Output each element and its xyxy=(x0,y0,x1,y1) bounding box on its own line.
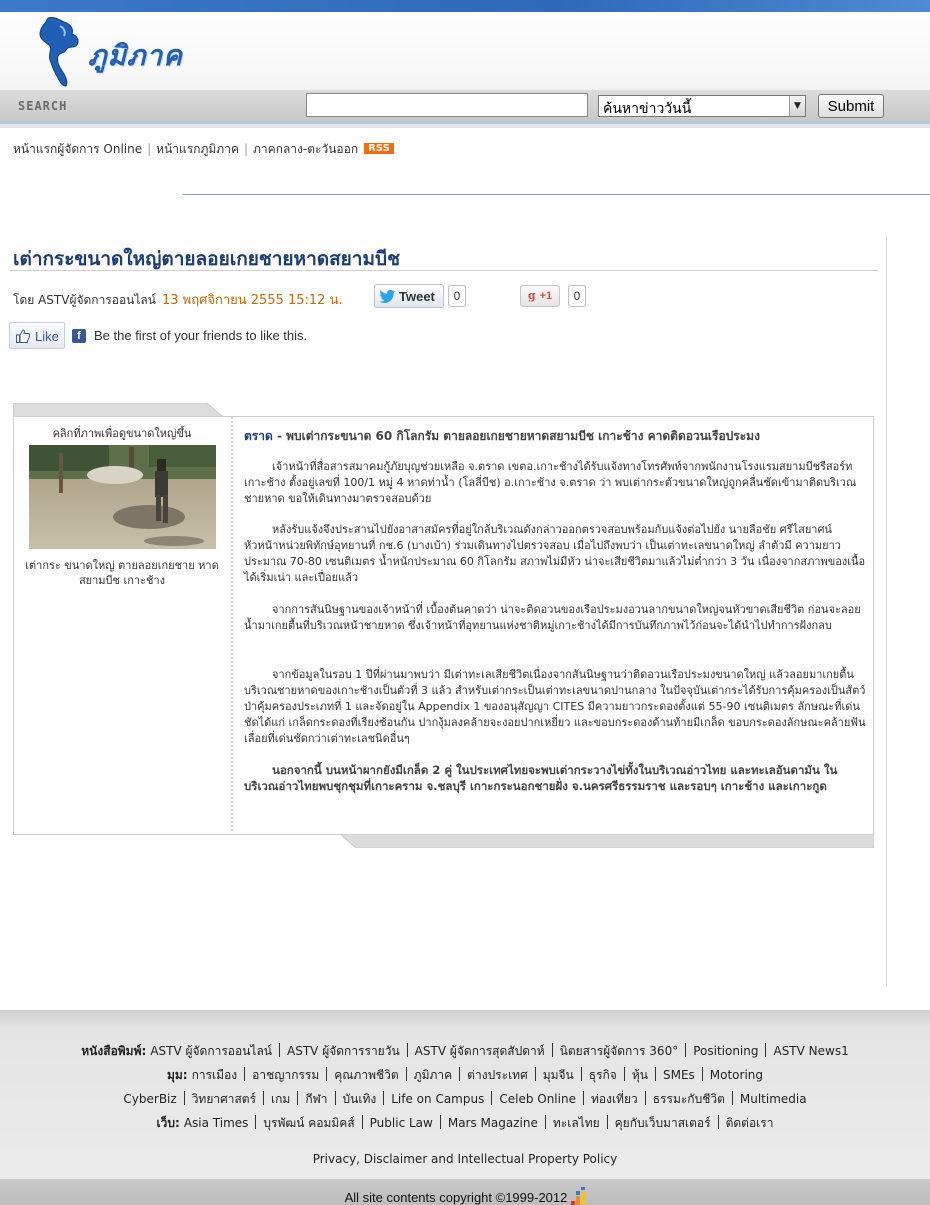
footer-link[interactable]: Life on Campus xyxy=(391,1092,485,1106)
lead-location[interactable]: ตราด xyxy=(244,429,273,443)
breadcrumb xyxy=(13,140,394,159)
article-paragraph: หลังรับแจ้งจึงประสานไปยังอาสาสมัครที่อยู่ใกล้บริเวณดังกล่าวออกตรวจสอบพร้อมกับแจ้งต่อไปยัง นายลือชัย ศรีไสยาศน์ หัวหน้าหน่วยพิทักษ์อุทยานที่ กช.6 (บางเบ้า) ร่วมเดินทางไปตรวจสอบ เมื่อไปถึงพบว่า เป็นเต่าทะเลขนาดใหญ่ ลำตัวมี ความยาวประมาณ 70-80 เซนติเมตร น้ำหนักประมาณ 60 กิโลกรัม สภาพไม่มีหัว น่าจะเสียชีวิตมาแล้วไม่ต่ำกว่า 3 วัน เนื่องจากสภาพของเนื้อได้เริ่มเน่า และเปื่อยแล้ว xyxy=(244,523,866,584)
google-plus-count: 0 xyxy=(568,285,586,307)
article-paragraph: เจ้าหน้าที่สื่อสารสมาคมกู้ภัยบุญช่วยเหลือ จ.ตราด เขตอ.เกาะช้างได้รับแจ้งทางโทรศัพท์จากพนักงานโรงแรมสยามบีชรีสอร์ทเกาะช้าง ตั้งอยู่เลขที่ 100/1 หมู่ 4 หาดท่าน้ำ (โลลี่บีช) อ.เกาะช้าง จ.ตราด ว่า พบเต่ากระตัวขนาดใหญ่ถูกคลื่นซัดเข้ามาติดบริเวณชายหาด ขอให้เดินทางมาตรวจสอบด้วย xyxy=(244,460,857,505)
breadcrumb-item-region-home[interactable]: หน้าแรกภูมิภาค xyxy=(156,142,239,156)
footer-separator xyxy=(655,1067,656,1081)
footer-link[interactable]: นิตยสารผู้จัดการ 360° xyxy=(559,1044,679,1058)
footer-separator xyxy=(624,1067,625,1081)
tweet-label: Tweet xyxy=(399,289,435,304)
footer-row-label: เว็บ: xyxy=(156,1116,180,1130)
footer-separator xyxy=(702,1067,703,1081)
footer-link[interactable]: Positioning xyxy=(693,1044,759,1058)
footer-link[interactable]: อาชญากรรม xyxy=(252,1068,320,1082)
footer-separator xyxy=(607,1115,608,1129)
like-label: Like xyxy=(35,329,59,344)
thumbs-up-icon xyxy=(16,329,30,343)
footer-separator xyxy=(535,1067,536,1081)
google-plus-icon: g xyxy=(527,289,536,302)
footer-link[interactable]: ASTV ผู้จัดการออนไลน์ xyxy=(150,1044,273,1058)
site-name-logo[interactable]: ภูมิภาค xyxy=(88,39,183,72)
astv-mini-logo-icon xyxy=(571,1187,585,1205)
article-photo[interactable] xyxy=(29,445,216,549)
breadcrumb-separator: | xyxy=(243,142,249,156)
search-label: SEARCH xyxy=(18,99,68,113)
footer-link[interactable]: ASTV ผู้จัดการสุดสัปดาห์ xyxy=(414,1044,545,1058)
footer-link[interactable]: Celeb Online xyxy=(499,1092,576,1106)
footer-link[interactable]: คุณภาพชีวิต xyxy=(334,1068,399,1082)
footer-link[interactable]: คุยกับเว็บมาสเตอร์ xyxy=(614,1116,711,1130)
google-plus-label: +1 xyxy=(539,290,553,302)
footer-separator xyxy=(491,1091,492,1105)
footer-separator xyxy=(184,1091,185,1105)
footer-link[interactable]: CyberBiz xyxy=(123,1092,177,1106)
footer-separator xyxy=(297,1091,298,1105)
footer-separator xyxy=(335,1091,336,1105)
footer-separator xyxy=(440,1115,441,1129)
photo-caption: เต่ากระ ขนาดใหญ่ ตายลอยเกยชาย หาดสยามบีช เกาะช้าง xyxy=(25,559,219,587)
article-paragraph: นอกจากนี้ บนหน้าผากยังมีเกล็ด 2 คู่ ในประเทศไทยจะพบเต่ากระวางไข่ทั้งในบริเวณอ่าวไทย และทะเลอันดามัน ในบริเวณอ่าวไทยพบชุกชุมที่เกาะคราม จ.ชลบุรี เกาะกระนอกชายฝั่ง จ.นครศรีธรรมราช และรอบๆ เกาะช้าง และเกาะกูด xyxy=(244,763,838,793)
breadcrumb-item-manager-online[interactable]: หน้าแรกผู้จัดการ Online xyxy=(13,142,143,156)
footer-link[interactable]: กีฬา xyxy=(305,1092,328,1106)
footer-separator xyxy=(406,1067,407,1081)
byline-author: โดย ASTVผู้จัดการออนไลน์ xyxy=(13,293,156,307)
footer-separator xyxy=(255,1115,256,1129)
article-paragraph: จากข้อมูลในรอบ 1 ปีที่ผ่านมาพบว่า มีเต่าทะเลเสียชีวิตเนื่องจากสันนิษฐานว่าติดอวนเรือประมงขนาดใหญ่ แล้วลอยมาเกยตื้นบริเวณชายหาดของเกาะช้างเป็นตัวที่ 3 แล้ว สำหรับเต่ากระเป็นเต่าทะเลขนาดปานกลาง ในปัจจุบันเต่ากระได้รับการคุ้มครองเป็นสัตว์ป่าคุ้มครองประเภทที่ 1 และจัดอยู่ใน Appendix 1 ของอนุสัญญา CITES มีความยาวกระดองตั้งแต่ 55-90 เซนติเมตร ลักษณะที่เด่นชัดได้แก่ เกล็ดกระดองที่เรียงซ้อนกัน ปากงุ้มลงคล้ายจะงอยปากเหยี่ยว และขอบกระดองด้านท้ายมีเกล็ด ขอบกระดองลักษณะคล้ายฟันเลื่อยที่เด่นชัดกว่าเต่าทะเลชนิดอื่นๆ xyxy=(244,668,866,745)
footer-separator xyxy=(581,1067,582,1081)
article-title: เต่ากระขนาดใหญ่ตายลอยเกยชายหาดสยามบีช xyxy=(13,248,400,270)
footer-link[interactable]: SMEs xyxy=(662,1068,695,1082)
rss-badge[interactable]: RSS xyxy=(364,143,394,154)
search-bar xyxy=(0,90,930,124)
footer-separator xyxy=(732,1091,733,1105)
footer-row-label: หนังสือพิมพ์: xyxy=(81,1044,147,1058)
footer-link[interactable]: ASTV News1 xyxy=(773,1044,849,1058)
tweet-button[interactable] xyxy=(374,284,444,308)
thailand-map-logo-icon[interactable] xyxy=(34,16,82,88)
article-date: 13 พฤศจิกายน 2555 15:12 น. xyxy=(161,293,343,308)
footer-row xyxy=(0,1114,930,1133)
footer-separator xyxy=(718,1115,719,1129)
chevron-down-icon[interactable]: ▼ xyxy=(789,96,805,116)
footer-separator xyxy=(244,1067,245,1081)
content-right-border xyxy=(886,236,887,986)
title-divider xyxy=(10,270,878,271)
footer-separator xyxy=(645,1091,646,1105)
footer-separator xyxy=(362,1115,363,1129)
twitter-bird-icon xyxy=(379,289,395,303)
footer-link[interactable]: ต่างประเทศ xyxy=(467,1068,528,1082)
footer-link[interactable]: Public Law xyxy=(369,1116,433,1130)
article-byline xyxy=(13,289,343,310)
copyright-text: All site contents copyright ©1999-2012 xyxy=(344,1190,568,1205)
article-paragraph: จากการสันนิษฐานของเจ้าหน้าที่ เบื้องต้นคาดว่า น่าจะติดอวนของเรือประมงอวนลากขนาดใหญ่จนหัวขาดเสียชีวิต ก่อนจะลอยน้ำมาเกยตื้นที่บริเวณหน้าชายหาด ซึ่งเจ้าหน้าที่อุทยานแห่งชาติหมู่เกาะช้างได้มีการบันทึกภาพไว้ก่อนจะได้นำไปทำการฝังกลบ xyxy=(244,603,861,632)
facebook-icon: f xyxy=(72,329,86,343)
footer-link[interactable]: ติดต่อเรา xyxy=(725,1116,774,1130)
breadcrumb-separator: | xyxy=(147,142,152,156)
article-lead xyxy=(244,427,864,446)
footer-link[interactable]: ทะเลไทย xyxy=(552,1116,600,1130)
footer-link[interactable]: เกม xyxy=(271,1092,291,1106)
footer-link[interactable]: บันเทิง xyxy=(342,1092,377,1106)
search-scope-value: ค้นหาข่าววันนี้ xyxy=(603,101,692,117)
footer-separator xyxy=(326,1067,327,1081)
like-social-text: Be the first of your friends to like this. xyxy=(94,328,308,343)
submit-button[interactable]: Submit xyxy=(818,94,884,118)
footer-link[interactable]: Asia Times xyxy=(183,1116,249,1130)
article-box-top-tab xyxy=(13,403,223,417)
footer-separator xyxy=(279,1043,280,1057)
facebook-like-button[interactable] xyxy=(9,322,65,349)
footer-link[interactable]: บุรพัฒน์ คอมมิคส์ xyxy=(263,1116,355,1130)
footer-link[interactable]: หุ้น xyxy=(631,1068,648,1082)
footer-separator xyxy=(263,1091,264,1105)
footer-link[interactable]: Multimedia xyxy=(739,1092,807,1106)
footer-separator xyxy=(583,1091,584,1105)
lead-text: - พบเต่ากระขนาด 60 กิโลกรัม ตายลอยเกยชายหาดสยามบีช เกาะช้าง คาดติดอวนเรือประมง xyxy=(272,429,760,443)
site-header xyxy=(0,0,930,128)
footer-link[interactable]: ธรรมะกับชีวิต xyxy=(652,1092,725,1106)
footer-separator xyxy=(545,1115,546,1129)
footer-row xyxy=(0,1090,930,1109)
footer-row-label: มุม: xyxy=(166,1068,188,1082)
search-input[interactable] xyxy=(306,93,588,117)
breadcrumb-divider xyxy=(183,194,930,195)
footer-row xyxy=(0,1042,930,1061)
google-plus-button[interactable] xyxy=(520,285,560,307)
footer-row xyxy=(0,1066,930,1085)
tweet-count: 0 xyxy=(448,285,466,307)
header-top-bar xyxy=(0,0,930,12)
article-box-bottom-tab xyxy=(340,834,874,848)
column-divider xyxy=(231,417,233,831)
footer-link[interactable]: ท่องเที่ยว xyxy=(590,1092,638,1106)
copyright-notice xyxy=(0,1187,930,1205)
footer-link[interactable]: Motoring xyxy=(709,1068,764,1082)
footer-link[interactable]: วิทยาศาสตร์ xyxy=(191,1092,257,1106)
footer-link[interactable]: ภูมิภาค xyxy=(413,1068,453,1082)
footer-link[interactable]: Mars Magazine xyxy=(447,1116,538,1130)
footer-link[interactable]: ASTV ผู้จัดการรายวัน xyxy=(287,1044,400,1058)
footer-separator xyxy=(685,1043,686,1057)
footer-link[interactable]: ธุรกิจ xyxy=(588,1068,617,1082)
search-scope-select[interactable] xyxy=(598,95,806,117)
footer-link[interactable]: มุมจีน xyxy=(542,1068,574,1082)
footer-separator xyxy=(552,1043,553,1057)
footer-separator xyxy=(407,1043,408,1057)
privacy-link[interactable]: Privacy, Disclaimer and Intellectual Property Policy xyxy=(312,1152,618,1166)
footer-separator xyxy=(765,1043,766,1057)
footer-separator xyxy=(383,1091,384,1105)
photo-enlarge-hint: คลิกที่ภาพเพื่อดูขนาดใหญ่ขึ้น xyxy=(52,427,192,440)
footer-link[interactable]: การเมือง xyxy=(191,1068,238,1082)
breadcrumb-item-central-east[interactable]: ภาคกลาง-ตะวันออก xyxy=(253,142,359,156)
footer-separator xyxy=(459,1067,460,1081)
